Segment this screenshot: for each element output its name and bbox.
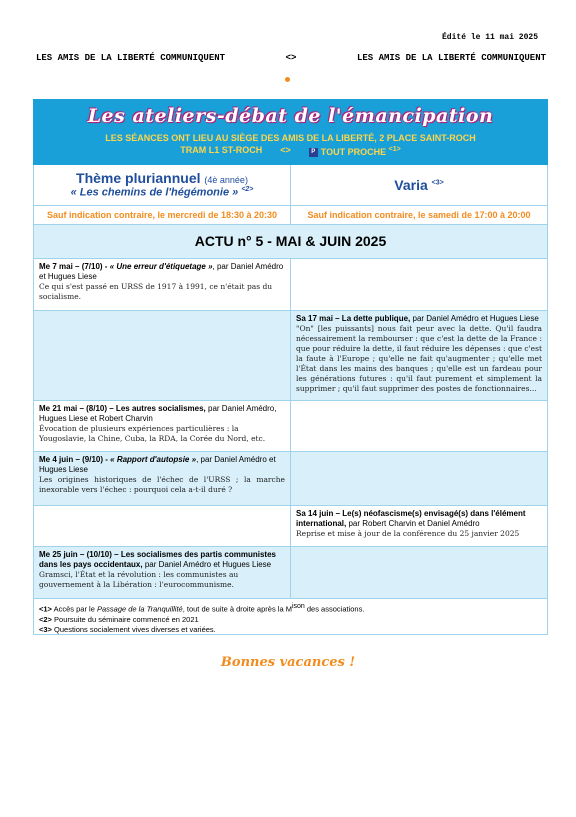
theme-left-label: Thème pluriannuel xyxy=(76,170,201,186)
edit-date: Édité le 11 mai 2025 xyxy=(441,33,538,42)
theme-left-year: (4è année) xyxy=(204,175,248,185)
banner-proche: TOUT PROCHE xyxy=(320,147,387,157)
orange-dot-icon xyxy=(285,77,290,82)
table-row xyxy=(34,506,548,547)
event-title: Me 4 juin – (9/10) - « Rapport d'autopsie », par Daniel Amédro et Hugues Liese xyxy=(39,455,276,474)
event-description: "On" [les puissants] nous fait peur avec la dette. Qu'il faudra nécessairement la rembourser : que c'est la dette de la France : que pour réduire la dette, il faut réduire les dépenses : que c'est la faute à l'Europe ; qu'elle ne fait qu'augmenter ; qu'elle met l'État dans les mains des banques ; qu'elle est un fardeau pour les générations futures : qu'il faut purement et simplement la supprimer ; qu'il faut supprimer des postes de fonctionnaires… xyxy=(296,324,542,393)
banner-location: LES SÉANCES ONT LIEU AU SIÈGE DES AMIS DE LA LIBERTÉ, 2 PLACE SAINT-ROCH xyxy=(105,133,476,143)
banner-access xyxy=(33,144,548,158)
theme-right-ref: <3> xyxy=(431,179,444,187)
footnote-2: <2> Poursuite du séminaire commencé en 2021 xyxy=(39,614,199,624)
table-row xyxy=(34,311,548,401)
empty-cell xyxy=(291,401,548,452)
header-left: LES AMIS DE LA LIBERTÉ COMMUNIQUENT xyxy=(36,53,226,63)
table-row xyxy=(34,259,548,311)
header-line xyxy=(36,53,546,63)
header-right: LES AMIS DE LA LIBERTÉ COMMUNIQUENT xyxy=(356,53,546,63)
empty-cell xyxy=(291,547,548,599)
theme-right-title xyxy=(291,165,547,193)
parking-icon: P xyxy=(309,148,318,157)
theme-left-subtitle xyxy=(34,186,290,199)
theme-varia xyxy=(291,165,547,205)
events-table xyxy=(33,258,548,599)
event-description: Gramsci, l'État et la révolution : les communistes au gouvernement à la Libération : l'eurocommunisme. xyxy=(39,570,239,589)
banner-subtitle xyxy=(33,132,548,158)
empty-cell xyxy=(34,506,291,547)
banner-parking xyxy=(309,144,401,158)
empty-cell xyxy=(291,259,548,311)
footnotes xyxy=(33,599,548,635)
event-description: Les origines historiques de l'échec de l'URSS ; la marche inexorable vers l'échec : pourquoi cela a-t-il duré ? xyxy=(39,475,285,494)
event-cell xyxy=(34,547,291,599)
actu-title: ACTU n° 5 - MAI & JUIN 2025 xyxy=(33,225,548,258)
footnote-1: <1> Accès par le Passage de la Tranquillité, tout de suite à droite après la $M^{ison}$ des associations. xyxy=(39,603,365,614)
event-title: Me 21 mai – (8/10) – Les autres socialismes, par Daniel Amédro, Hugues Liese et Robert Charvin xyxy=(39,404,277,423)
theme-left-ref: <2> xyxy=(241,186,254,193)
table-row xyxy=(34,547,548,599)
event-description: Évocation de plusieurs expériences particulières : la Yougoslavie, la Chine, Cuba, la RDA, la Corée du Nord, etc. xyxy=(39,424,266,443)
banner-title: Les ateliers-débat de l'émancipation xyxy=(87,105,494,127)
table-row xyxy=(34,452,548,506)
event-cell xyxy=(34,452,291,506)
event-title: Me 25 juin – (10/10) – Les socialismes des partis communistes dans les pays occidentaux, par Daniel Amédro et Hugues Liese xyxy=(39,550,276,569)
event-description: Ce qui s'est passé en URSS de 1917 à 1991, ce n'était pas du socialisme. xyxy=(39,282,273,301)
schedule-row xyxy=(33,205,548,225)
table-row xyxy=(34,401,548,452)
event-title: Sa 14 juin – Le(s) néofascisme(s) envisagé(s) dans l'élément international, par Robert Charvin et Daniel Amédro xyxy=(296,509,526,528)
themes-row xyxy=(33,165,548,205)
schedule-left: Sauf indication contraire, le mercredi de 18:30 à 20:30 xyxy=(34,206,291,224)
banner xyxy=(33,99,548,165)
event-cell xyxy=(34,259,291,311)
theme-right-label: Varia xyxy=(394,177,428,193)
program-document xyxy=(33,99,548,635)
closing-message: Bonnes vacances ! xyxy=(220,655,356,670)
theme-pluriannuel xyxy=(34,165,291,205)
event-title: Me 7 mai – (7/10) - « Une erreur d'étiquetage », par Daniel Amédro et Hugues Liese xyxy=(39,262,284,281)
banner-separator: <> xyxy=(280,145,291,155)
theme-left-sub-text: « Les chemins de l'hégémonie » xyxy=(70,186,239,199)
event-title: Sa 17 mai – La dette publique, par Daniel Amédro et Hugues Liese xyxy=(296,314,539,323)
event-cell xyxy=(291,311,548,401)
schedule-right: Sauf indication contraire, le samedi de 17:00 à 20:00 xyxy=(307,210,531,220)
event-cell xyxy=(34,401,291,452)
header-separator: <> xyxy=(285,53,297,63)
banner-proche-ref: <1> xyxy=(388,146,401,153)
footnote-3: <3> Questions socialement vives diverses et variées. xyxy=(39,624,216,634)
empty-cell xyxy=(291,452,548,506)
event-description: Reprise et mise à jour de la conférence du 25 janvier 2025 xyxy=(296,529,520,538)
theme-left-title xyxy=(34,165,290,186)
empty-cell xyxy=(34,311,291,401)
banner-tram: TRAM L1 ST-ROCH xyxy=(180,145,263,155)
event-cell xyxy=(291,506,548,547)
